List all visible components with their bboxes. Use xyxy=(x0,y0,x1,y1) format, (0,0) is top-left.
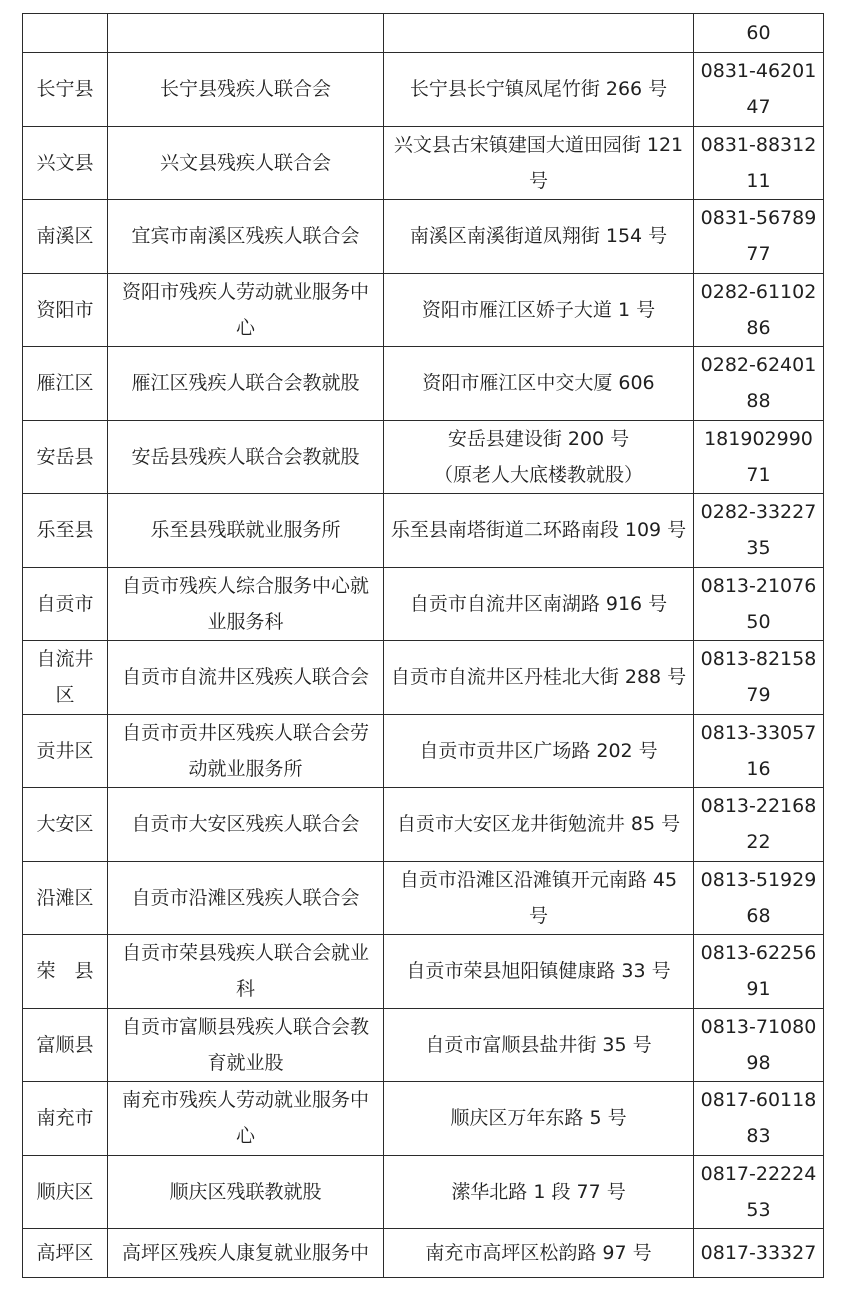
phone-cell: 0282-62401 88 xyxy=(694,347,824,421)
phone-cell: 0813-62256 91 xyxy=(694,935,824,1009)
region-cell: 高坪区 xyxy=(23,1229,108,1278)
region-cell: 南溪区 xyxy=(23,200,108,274)
organization-cell: 乐至县残联就业服务所 xyxy=(108,494,384,568)
region-cell: 乐至县 xyxy=(23,494,108,568)
region-cell: 大安区 xyxy=(23,788,108,862)
phone-cell: 0813-71080 98 xyxy=(694,1008,824,1082)
organization-cell: 南充市残疾人劳动就业服务中 心 xyxy=(108,1082,384,1156)
organization-cell: 顺庆区残联教就股 xyxy=(108,1155,384,1229)
table-row xyxy=(23,641,824,715)
organization-cell: 高坪区残疾人康复就业服务中 xyxy=(108,1229,384,1278)
address-cell: 南充市高坪区松韵路 97 号 xyxy=(384,1229,694,1278)
table-row xyxy=(23,200,824,274)
table-row xyxy=(23,126,824,200)
table-row xyxy=(23,788,824,862)
table-row xyxy=(23,420,824,494)
address-cell: 自贡市贡井区广场路 202 号 xyxy=(384,714,694,788)
organization-cell: 安岳县残疾人联合会教就股 xyxy=(108,420,384,494)
organization-cell: 自贡市自流井区残疾人联合会 xyxy=(108,641,384,715)
table-row xyxy=(23,14,824,53)
region-cell: 雁江区 xyxy=(23,347,108,421)
phone-cell: 0831-88312 11 xyxy=(694,126,824,200)
region-cell: 长宁县 xyxy=(23,53,108,127)
phone-cell: 0282-61102 86 xyxy=(694,273,824,347)
organization-cell: 雁江区残疾人联合会教就股 xyxy=(108,347,384,421)
table-row xyxy=(23,714,824,788)
region-cell: 荣 县 xyxy=(23,935,108,1009)
contact-table xyxy=(22,13,824,1278)
address-cell: 安岳县建设街 200 号 （原老人大底楼教就股） xyxy=(384,420,694,494)
table-row xyxy=(23,935,824,1009)
address-cell: 自贡市自流井区南湖路 916 号 xyxy=(384,567,694,641)
phone-cell: 0813-51929 68 xyxy=(694,861,824,935)
table-row xyxy=(23,53,824,127)
phone-cell: 0831-56789 77 xyxy=(694,200,824,274)
region-cell: 安岳县 xyxy=(23,420,108,494)
address-cell: 自贡市大安区龙井街勉流井 85 号 xyxy=(384,788,694,862)
address-cell: 南溪区南溪街道凤翔街 154 号 xyxy=(384,200,694,274)
phone-cell: 0817-22224 53 xyxy=(694,1155,824,1229)
table-row xyxy=(23,1082,824,1156)
region-cell: 富顺县 xyxy=(23,1008,108,1082)
address-cell: 自贡市荣县旭阳镇健康路 33 号 xyxy=(384,935,694,1009)
region-cell: 沿滩区 xyxy=(23,861,108,935)
region-cell: 顺庆区 xyxy=(23,1155,108,1229)
organization-cell: 兴文县残疾人联合会 xyxy=(108,126,384,200)
region-cell: 自贡市 xyxy=(23,567,108,641)
phone-cell: 0282-33227 35 xyxy=(694,494,824,568)
region-cell xyxy=(23,14,108,53)
phone-cell: 0831-46201 47 xyxy=(694,53,824,127)
address-cell: 长宁县长宁镇凤尾竹街 266 号 xyxy=(384,53,694,127)
phone-cell: 0813-33057 16 xyxy=(694,714,824,788)
phone-cell: 0813-82158 79 xyxy=(694,641,824,715)
region-cell: 南充市 xyxy=(23,1082,108,1156)
organization-cell: 自贡市贡井区残疾人联合会劳 动就业服务所 xyxy=(108,714,384,788)
table-row xyxy=(23,1155,824,1229)
organization-cell: 长宁县残疾人联合会 xyxy=(108,53,384,127)
organization-cell: 宜宾市南溪区残疾人联合会 xyxy=(108,200,384,274)
organization-cell: 自贡市沿滩区残疾人联合会 xyxy=(108,861,384,935)
phone-cell: 0817-60118 83 xyxy=(694,1082,824,1156)
phone-cell: 0817-33327 xyxy=(694,1229,824,1278)
table-row xyxy=(23,861,824,935)
table-row xyxy=(23,273,824,347)
region-cell: 兴文县 xyxy=(23,126,108,200)
phone-cell: 181902990 71 xyxy=(694,420,824,494)
table-row xyxy=(23,567,824,641)
address-cell: 潆华北路 1 段 77 号 xyxy=(384,1155,694,1229)
phone-cell: 0813-21076 50 xyxy=(694,567,824,641)
phone-cell: 60 xyxy=(694,14,824,53)
phone-cell: 0813-22168 22 xyxy=(694,788,824,862)
address-cell: 自贡市富顺县盐井街 35 号 xyxy=(384,1008,694,1082)
organization-cell: 自贡市富顺县残疾人联合会教 育就业股 xyxy=(108,1008,384,1082)
address-cell: 兴文县古宋镇建国大道田园街 121 号 xyxy=(384,126,694,200)
region-cell: 自流井 区 xyxy=(23,641,108,715)
table-row xyxy=(23,1008,824,1082)
address-cell: 顺庆区万年东路 5 号 xyxy=(384,1082,694,1156)
organization-cell: 自贡市残疾人综合服务中心就 业服务科 xyxy=(108,567,384,641)
address-cell: 乐至县南塔街道二环路南段 109 号 xyxy=(384,494,694,568)
address-cell: 资阳市雁江区娇子大道 1 号 xyxy=(384,273,694,347)
region-cell: 贡井区 xyxy=(23,714,108,788)
address-cell: 自贡市自流井区丹桂北大街 288 号 xyxy=(384,641,694,715)
address-cell xyxy=(384,14,694,53)
organization-cell xyxy=(108,14,384,53)
organization-cell: 自贡市大安区残疾人联合会 xyxy=(108,788,384,862)
address-cell: 自贡市沿滩区沿滩镇开元南路 45 号 xyxy=(384,861,694,935)
organization-cell: 资阳市残疾人劳动就业服务中 心 xyxy=(108,273,384,347)
region-cell: 资阳市 xyxy=(23,273,108,347)
table-row xyxy=(23,347,824,421)
address-cell: 资阳市雁江区中交大厦 606 xyxy=(384,347,694,421)
table-row xyxy=(23,1229,824,1278)
organization-cell: 自贡市荣县残疾人联合会就业 科 xyxy=(108,935,384,1009)
table-row xyxy=(23,494,824,568)
